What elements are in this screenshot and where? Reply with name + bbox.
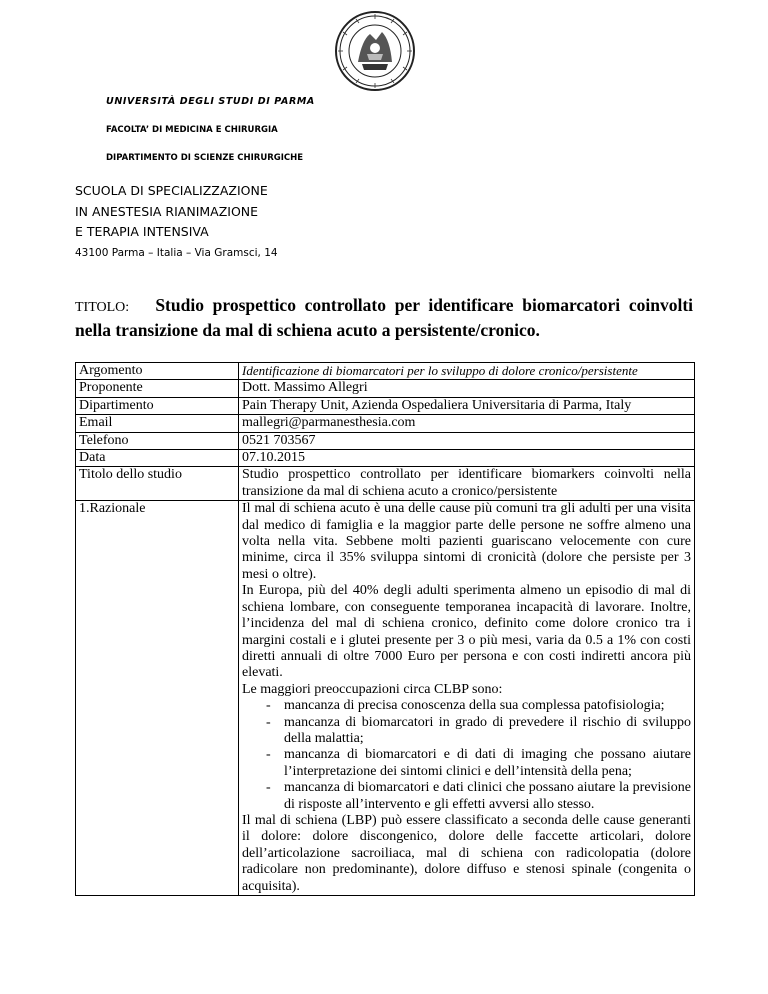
row-label: Proponente xyxy=(76,380,239,397)
university-name: UNIVERSITÀ DEGLI STUDI DI PARMA xyxy=(106,96,315,107)
table-row xyxy=(76,415,695,432)
list-item: - mancanza di biomarcatori e dati clinici che possano aiutare la previsione di risposte all’intervento e gli effetti avversi allo stesso. xyxy=(284,780,691,813)
row-label: Argomento xyxy=(76,363,239,380)
faculty-name: FACOLTA’ DI MEDICINA E CHIRURGIA xyxy=(106,125,278,135)
row-label: Titolo dello studio xyxy=(76,467,239,501)
table-row xyxy=(76,432,695,449)
list-item: - mancanza di precisa conoscenza della sua complessa patofisiologia; xyxy=(284,698,691,714)
row-value: Pain Therapy Unit, Azienda Ospedaliera Universitaria di Parma, Italy xyxy=(239,397,695,414)
concerns-list xyxy=(242,698,691,813)
paragraph: In Europa, più del 40% degli adulti sperimenta almeno un episodio di mal di schiena lombare, con conseguente temporanea incapacità di lavorare. Inoltre, l’incidenza del mal di schiena cronico, definito come dolore cronico tra i margini costali e i glutei presente per 3 o più mesi, varia da 0.5 a 1% con costi diretti annuali di oltre 7000 Euro per persona e con costi indiretti ancora più elevati. xyxy=(242,583,691,681)
row-label: Telefono xyxy=(76,432,239,449)
row-value: Identificazione di biomarcatori per lo sviluppo di dolore cronico/persistente xyxy=(239,363,695,380)
title-text: Studio prospettico controllato per identificare biomarcatori coinvolti nella transizione da mal di schiena acuto a persistente/cronico. xyxy=(75,295,694,340)
row-value: 07.10.2015 xyxy=(239,450,695,467)
table-row xyxy=(76,450,695,467)
row-label: Email xyxy=(76,415,239,432)
document-title xyxy=(75,294,693,341)
university-seal-icon xyxy=(334,10,416,92)
row-value-email: mallegri@parmanesthesia.com xyxy=(239,415,695,432)
row-value: Dott. Massimo Allegri xyxy=(239,380,695,397)
paragraph: Il mal di schiena acuto è una delle cause più comuni tra gli adulti per una visita dal medico di famiglia e la maggior parte delle persone ne soffre almeno una volta nella vita. Sebbene molti pazienti guariscano velocemente con cure minime, circa il 35% sviluppa sintomi di cronicità (dolore che persiste per 3 mesi o oltre). xyxy=(242,501,691,582)
school-line: E TERAPIA INTENSIVA xyxy=(75,224,209,239)
table-row xyxy=(76,363,695,380)
school-address: 43100 Parma – Italia – Via Gramsci, 14 xyxy=(75,246,278,259)
protocol-table xyxy=(75,362,695,896)
school-line: SCUOLA DI SPECIALIZZAZIONE xyxy=(75,183,268,198)
row-value: 0521 703567 xyxy=(239,432,695,449)
razionale-content xyxy=(239,501,695,896)
paragraph: Le maggiori preoccupazioni circa CLBP sono: xyxy=(242,681,503,697)
table-row xyxy=(76,380,695,397)
list-item: - mancanza di biomarcatori e di dati di imaging che possano aiutare l’interpretazione dei sintomi clinici e dell’intensità della pena; xyxy=(284,747,691,780)
row-label: 1.Razionale xyxy=(76,501,239,896)
school-block xyxy=(75,181,278,263)
table-row xyxy=(76,397,695,414)
list-item: - mancanza di biomarcatori in grado di prevedere il rischio di sviluppo della malattia; xyxy=(284,715,691,748)
table-row xyxy=(76,501,695,896)
table-row xyxy=(76,467,695,501)
title-label: TITOLO: xyxy=(75,300,130,315)
row-value: Studio prospettico controllato per identificare biomarkers coinvolti nella transizione da mal di schiena acuto a cronico/persistente xyxy=(239,467,695,501)
department-name: DIPARTIMENTO DI SCIENZE CHIRURGICHE xyxy=(106,153,304,163)
school-line: IN ANESTESIA RIANIMAZIONE xyxy=(75,203,259,219)
row-label: Dipartimento xyxy=(76,397,239,414)
row-label: Data xyxy=(76,450,239,467)
paragraph: Il mal di schiena (LBP) può essere classificato a seconda delle cause generanti il dolore: dolore discongenico, dolore delle faccette articolari, dolore dell’articolazione sacroiliaca, mal di schiena con radicolopatia (dolore radicolare non predominante), dolore diffuso e stenosi spinale (congenita o acquisita). xyxy=(242,812,691,894)
